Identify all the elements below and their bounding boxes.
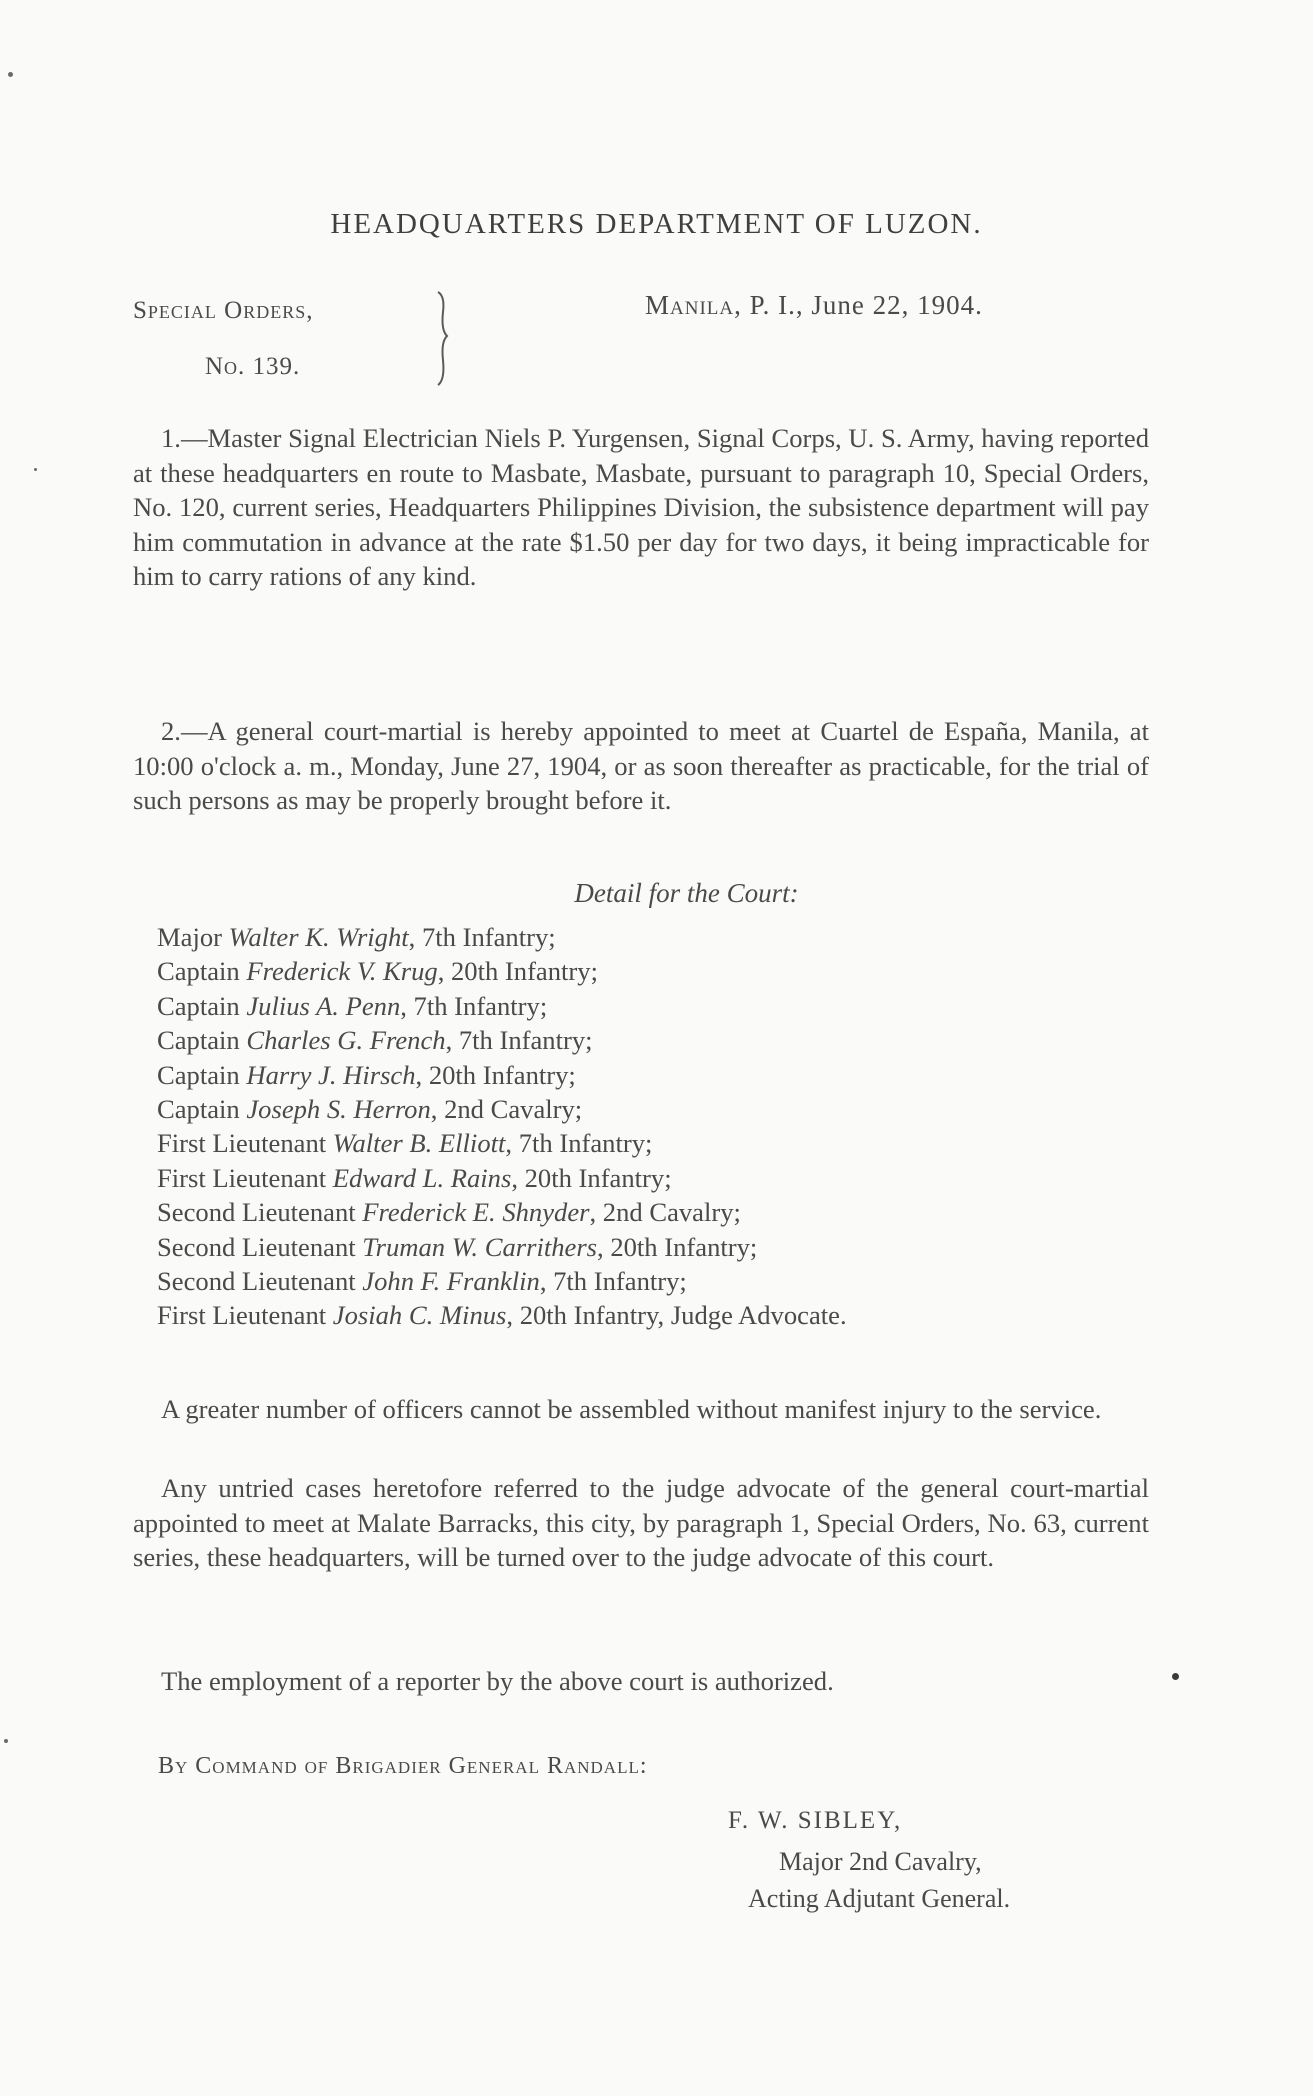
orders-identifier xyxy=(133,283,313,395)
list-item: Captain Julius A. Penn, 7th Infantry; xyxy=(157,990,548,1021)
list-item: Second Lieutenant Frederick E. Shnyder, 2nd Cavalry; xyxy=(157,1197,741,1228)
list-item: Captain Charles G. French, 7th Infantry; xyxy=(157,1025,593,1056)
ink-speck xyxy=(8,72,13,77)
list-item: First Lieutenant Edward L. Rains, 20th Infantry; xyxy=(157,1162,672,1193)
dateline-place: Manila xyxy=(645,290,735,320)
paragraph-5: The employment of a reporter by the above court is authorized. xyxy=(161,1666,834,1696)
list-item: First Lieutenant Walter B. Elliott, 7th Infantry; xyxy=(157,1128,653,1159)
paragraph-4: Any untried cases heretofore referred to the judge advocate of the general court-martial appointed to meet at Malate Barracks, this city, by paragraph 1, Special Orders, No. 63, current series, these headquarters, will be turned over to the judge advocate of this court. xyxy=(133,1473,1149,1572)
list-item: Captain Joseph S. Herron, 2nd Cavalry; xyxy=(157,1094,583,1125)
list-item: Captain Harry J. Hirsch, 20th Infantry; xyxy=(157,1059,576,1090)
paragraph-3: A greater number of officers cannot be assembled without manifest injury to the service. xyxy=(161,1394,1102,1424)
signer-rank: Major 2nd Cavalry, xyxy=(779,1847,982,1876)
orders-label: Special Orders, xyxy=(133,297,314,324)
list-item: Captain Frederick V. Krug, 20th Infantry; xyxy=(157,956,598,987)
list-item: Second Lieutenant John F. Franklin, 7th Infantry; xyxy=(157,1266,687,1297)
ink-speck xyxy=(34,468,37,471)
dateline xyxy=(645,290,983,321)
signer-name: F. W. SIBLEY, xyxy=(728,1807,903,1834)
list-item: First Lieutenant Josiah C. Minus, 20th Infantry, Judge Advocate. xyxy=(157,1300,847,1331)
ink-speck xyxy=(1172,1673,1179,1680)
court-detail-list xyxy=(157,920,847,1333)
command-line: By Command of Brigadier General Randall: xyxy=(158,1753,648,1779)
signer-title: Acting Adjutant General. xyxy=(748,1884,1011,1913)
ink-speck xyxy=(4,1739,8,1743)
paragraph-2: 2.—A general court-martial is hereby appointed to meet at Cuartel de España, Manila, at 10:00 o'clock a. m., Monday, June 27, 1904, or as soon thereafter as practicable, for the trial of such persons as may be properly brought before it. xyxy=(133,716,1149,815)
detail-title: Detail for the Court: xyxy=(574,878,799,908)
document-heading: HEADQUARTERS DEPARTMENT OF LUZON. xyxy=(330,208,983,240)
orders-number: No. 139. xyxy=(205,353,301,380)
paragraph-1: 1.—Master Signal Electrician Niels P. Yurgensen, Signal Corps, U. S. Army, having reported at these headquarters en route to Masbate, Masbate, pursuant to paragraph 10, Special Orders, No. 120, current series, Headquarters Philippines Division, the subsistence department will pay him commutation in advance at the rate $1.50 per day for two days, it being impracticable for him to carry rations of any kind. xyxy=(133,423,1149,591)
list-item: Major Walter K. Wright, 7th Infantry; xyxy=(157,922,556,952)
dateline-date: , P. I., June 22, 1904. xyxy=(734,290,983,320)
list-item: Second Lieutenant Truman W. Carrithers, 20th Infantry; xyxy=(157,1231,758,1262)
brace-mark xyxy=(432,288,454,388)
